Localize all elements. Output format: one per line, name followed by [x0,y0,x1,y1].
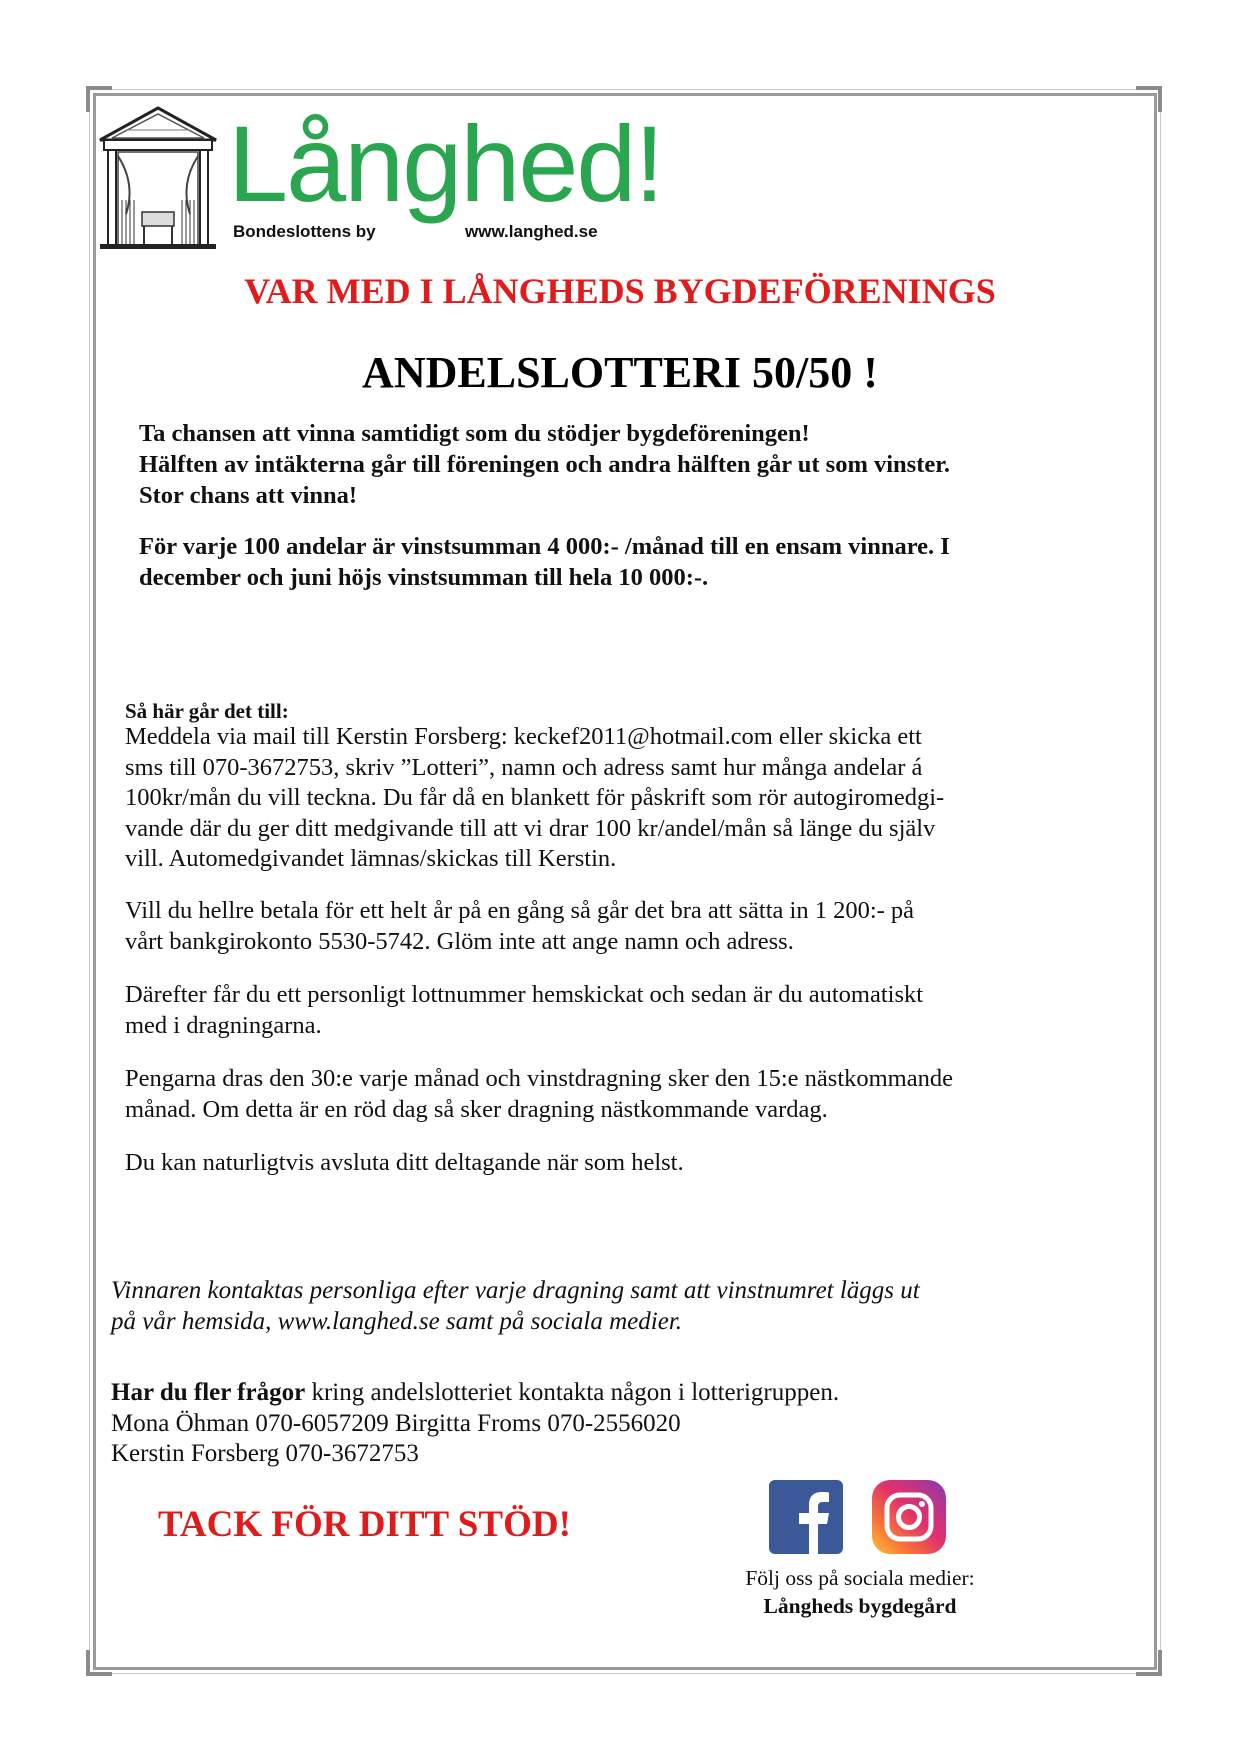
follow-text: Följ oss på sociala medier: [745,1566,975,1590]
howto-paragraph-5 [125,1148,1135,1179]
text-line: Vill du hellre betala för ett helt år på en gång så går det bra att sätta in 1 200:- på [125,897,915,924]
logo-website: www.langhed.se [465,222,598,241]
contact-block [111,1378,839,1470]
intro-paragraph [139,418,1119,511]
intro-line: Hälften av intäkterna går till föreningen och andra hälften går ut som vinster. [139,451,951,478]
contact-line: Kerstin Forsberg 070-3672753 [111,1440,419,1467]
thanks-message: TACK FÖR DITT STÖD! [158,1504,571,1545]
text-line: Vinnaren kontaktas personliga efter varje dragning samt att vinstnumret läggs ut [111,1277,920,1304]
text-line: Meddela via mail till Kerstin Forsberg: keckef2011@hotmail.com eller skicka ett [125,723,922,750]
text-line: Därefter får du ett personligt lottnummer hemskickat och sedan är du automatiskt [125,981,924,1008]
headline-title: ANDELSLOTTERI 50/50 ! [362,348,878,397]
border-corner-ornament [86,1650,112,1676]
text-line: sms till 070-3672753, skriv ”Lotteri”, namn och adress samt hur många andelar á [125,753,923,781]
howto-paragraph-4 [125,1064,1135,1125]
contact-lead-rest: kring andelslotteriet kontakta någon i lotterigruppen. [305,1379,840,1406]
border-corner-ornament [1136,86,1162,112]
contact-lead [111,1378,839,1409]
intro-line: Stor chans att vinna! [139,482,358,509]
text-line: vårt bankgirokonto 5530-5742. Glöm inte att ange namn och adress. [125,927,794,955]
prize-paragraph [139,531,1119,593]
facebook-icon[interactable] [769,1480,843,1554]
headline-red: VAR MED I LÅNGHEDS BYGDEFÖRENINGS [244,271,996,311]
logo-wordmark: Långhed! [228,103,663,224]
contact-line: Mona Öhman 070-6057209 Birgitta Froms 070-2556020 [111,1409,681,1437]
prize-line: För varje 100 andelar är vinstsumman 4 000:- /månad till en ensam vinnare. I [139,533,950,560]
howto-paragraph-3 [125,980,1135,1041]
organization-name: Långheds bygdegård [763,1594,957,1618]
text-line: på vår hemsida, www.langhed.se samt på sociala medier. [111,1307,683,1335]
winner-note [111,1276,920,1337]
howto-paragraph-1 [125,722,1135,875]
text-line: vill. Automedgivandet lämnas/skickas till Kerstin. [125,845,617,872]
social-follow [700,1564,1020,1620]
howto-paragraph-2 [125,896,1135,957]
text-line: vande där du ger ditt medgivande till att vi drar 100 kr/andel/mån så länge du själv [125,814,936,842]
contact-lead-bold: Har du fler frågor [111,1379,306,1406]
howto-title: Så här går det till: [125,699,289,723]
text-line: 100kr/mån du vill teckna. Du får då en blankett för påskrift som rör autogiromedgi- [125,784,945,811]
border-corner-ornament [1136,1650,1162,1676]
text-line: Du kan naturligtvis avsluta ditt deltagande när som helst. [125,1149,684,1176]
intro-line: Ta chansen att vinna samtidigt som du stödjer bygdeföreningen! [139,420,810,447]
gazebo-logo-icon [96,104,220,250]
text-line: Pengarna dras den 30:e varje månad och vinstdragning sker den 15:e nästkommande [125,1065,953,1092]
text-line: med i dragningarna. [125,1011,322,1039]
prize-line: december och juni höjs vinstsumman till hela 10 000:-. [139,564,709,591]
text-line: månad. Om detta är en röd dag så sker dragning nästkommande vardag. [125,1095,828,1123]
instagram-icon[interactable] [872,1480,946,1554]
logo-tagline: Bondeslottens by [233,222,376,241]
